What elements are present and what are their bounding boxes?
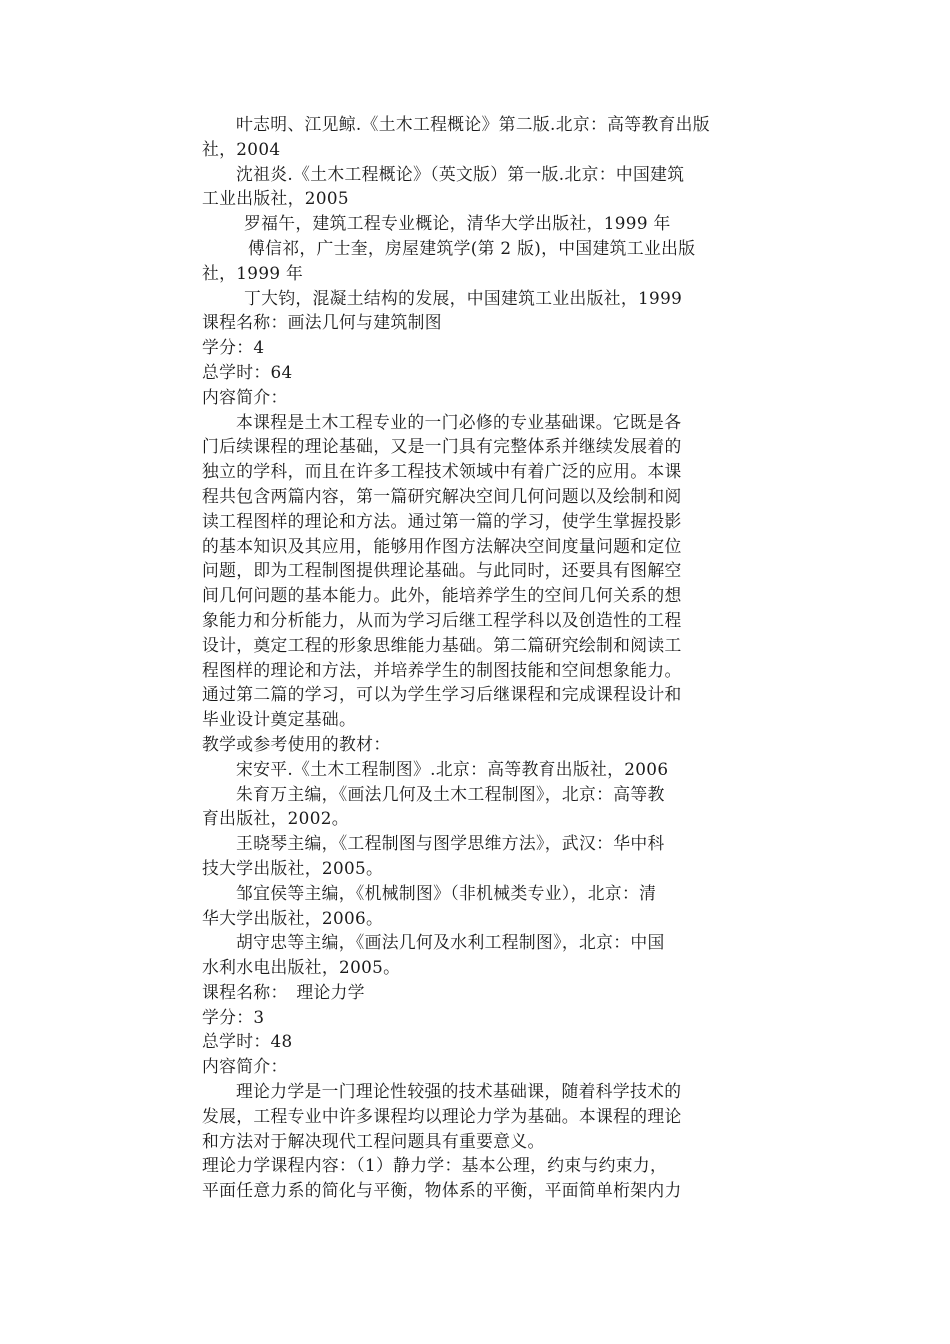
- text-line: 胡守忠等主编，《画法几何及水利工程制图》，北京：中国: [236, 932, 665, 953]
- text-line: 内容简介：: [202, 386, 288, 407]
- text-line: 问题，即为工程制图提供理论基础。与此同时，还要具有图解空: [202, 560, 682, 581]
- text-line: 王晓琴主编，《工程制图与图学思维方法》，武汉：华中科: [236, 833, 665, 854]
- text-line: 程共包含两篇内容，第一篇研究解决空间几何问题以及绘制和阅: [202, 485, 682, 506]
- text-line: 间几何问题的基本能力。此外，能培养学生的空间几何关系的想: [202, 585, 682, 606]
- text-line: 工业出版社，2005: [202, 188, 349, 209]
- text-line: 课程名称：画法几何与建筑制图: [202, 312, 442, 333]
- text-line: 沈祖炎.《土木工程概论》（英文版）第一版.北京：中国建筑: [236, 163, 685, 184]
- text-line: 平面任意力系的简化与平衡，物体系的平衡，平面简单桁架内力: [202, 1180, 682, 1201]
- text-line: 水利水电出版社，2005。: [202, 957, 401, 978]
- text-line: 育出版社，2002。: [202, 808, 349, 829]
- text-line: 发展，工程专业中许多课程均以理论力学为基础。本课程的理论: [202, 1105, 682, 1126]
- text-line: 学分：3: [202, 1006, 265, 1027]
- text-line: 叶志明、江见鲸.《土木工程概论》第二版.北京：高等教育出版: [236, 114, 710, 134]
- text-line: 丁大钧，混凝土结构的发展，中国建筑工业出版社，1999: [244, 287, 683, 308]
- text-line: 本课程是土木工程专业的一门必修的专业基础课。它既是各: [236, 411, 682, 432]
- text-line: 的基本知识及其应用，能够用作图方法解决空间度量问题和定位: [202, 535, 682, 556]
- text-line: 朱育万主编，《画法几何及土木工程制图》，北京：高等教: [236, 783, 665, 804]
- text-line: 内容简介：: [202, 1056, 288, 1077]
- text-line: 技大学出版社，2005。: [202, 857, 384, 878]
- text-line: 社，1999 年: [202, 262, 304, 283]
- text-line: 和方法对于解决现代工程问题具有重要意义。: [202, 1130, 545, 1151]
- text-line: 读工程图样的理论和方法。通过第一篇的学习，使学生掌握投影: [202, 510, 682, 531]
- text-line: 独立的学科，而且在许多工程技术领域中有着广泛的应用。本课: [202, 461, 682, 482]
- text-line: 华大学出版社，2006。: [202, 907, 384, 928]
- text-line: 邹宜侯等主编，《机械制图》（非机械类专业），北京：清: [236, 882, 657, 903]
- text-line: 理论力学课程内容：（1）静力学：基本公理，约束与约束力，: [202, 1155, 668, 1176]
- text-line: 宋安平.《土木工程制图》.北京：高等教育出版社，2006: [236, 758, 669, 779]
- text-line: 社，2004: [202, 138, 281, 159]
- text-line: 总学时：48: [202, 1031, 293, 1052]
- document-page: [202, 112, 750, 1203]
- text-line: 程图样的理论和方法，并培养学生的制图技能和空间想象能力。: [202, 659, 682, 680]
- text-line: 总学时：64: [202, 361, 293, 382]
- text-line: 象能力和分析能力，从而为学习后继工程学科以及创造性的工程: [202, 609, 682, 630]
- text-line: 课程名称： 理论力学: [202, 981, 365, 1002]
- text-line: 教学或参考使用的教材：: [202, 733, 391, 754]
- text-line: 设计，奠定工程的形象思维能力基础。第二篇研究绘制和阅读工: [202, 634, 682, 655]
- text-line: 毕业设计奠定基础。: [202, 709, 357, 730]
- text-line: 理论力学是一门理论性较强的技术基础课，随着科学技术的: [236, 1081, 682, 1102]
- text-line: 傅信祁，广士奎，房屋建筑学(第 2 版)，中国建筑工业出版: [248, 237, 696, 258]
- text-line: 学分：4: [202, 337, 265, 358]
- text-line: 通过第二篇的学习，可以为学生学习后继课程和完成课程设计和: [202, 684, 682, 705]
- text-line: 门后续课程的理论基础，又是一门具有完整体系并继续发展着的: [202, 436, 682, 457]
- text-line: 罗福午，建筑工程专业概论，清华大学出版社，1999 年: [244, 213, 671, 234]
